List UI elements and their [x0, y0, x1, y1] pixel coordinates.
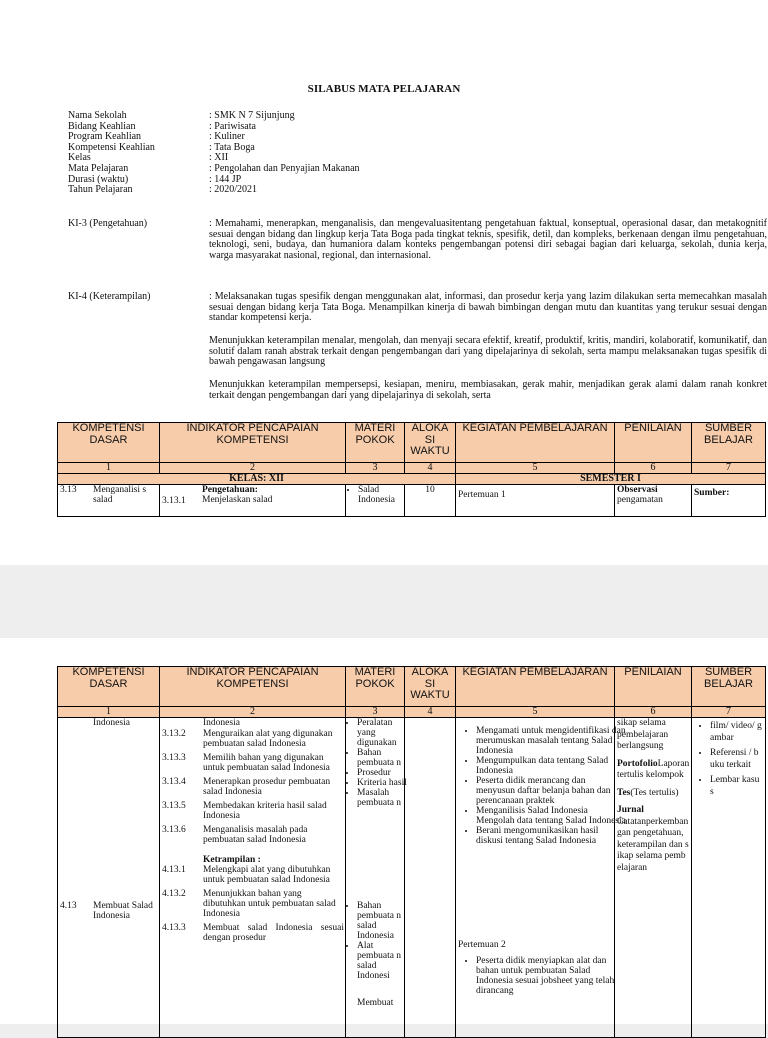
kd-text-cont: Indonesia — [93, 718, 130, 728]
ipk-item: 3.13.6 Menganalisis masalah pada pembuatan salad Indonesia — [162, 825, 308, 845]
meta-value: : Pengolahan dan Penyajian Makanan — [209, 163, 360, 174]
header-sumber-belajar: SUMBER BELAJAR — [692, 667, 766, 707]
identity-block — [68, 111, 708, 201]
sumber-item: • Lembar kasus — [710, 775, 763, 798]
sumber-item: • film/ video/ gambar — [710, 721, 763, 744]
ipk-item: 3.13.3 Memilih bahan yang digunakan untuk pembuatan salad Indonesia — [162, 753, 330, 773]
kegiatan-item: • Menganilisis Salad Indonesia Mengolah data tentang Salad Indonesia — [476, 806, 626, 826]
header-penilaian: PENILAIAN — [615, 667, 692, 707]
ipk-item: 3.13.2 Menguraikan alat yang digunakan pembuatan salad Indonesia — [162, 729, 333, 749]
header-alokasi-waktu: ALOKA SI WAKTU — [405, 423, 456, 463]
header-kegiatan: KEGIATAN PEMBELAJARAN — [456, 667, 615, 707]
col-number: 3 — [346, 463, 405, 474]
ki4-text-3: Menunjukkan keterampilan mempersepsi, kesiapan, meniru, membiasakan, gerak mahir, menjadikan gerak alami dalam ranah konkret terkait dengan pengembangan dari yang dipelajarinya di sekolah, serta — [209, 379, 767, 401]
col-number: 6 — [615, 463, 692, 474]
ipk-item: 4.13.2 Menunjukkan bahan yang dibutuhkan untuk pembuatan salad Indonesia — [162, 889, 336, 919]
page-2 — [0, 638, 768, 1024]
col-number: 6 — [615, 707, 692, 718]
header-sumber-belajar: SUMBER BELAJAR — [692, 423, 766, 463]
meta-label: Program Keahlian — [68, 131, 142, 143]
ki3-text: : Memahami, menerapkan, menganalisis, dan mengevaluasitentang pengetahuan faktual, konseptual, operasional dasar, dan metakognitif sesuai dengan bidang dan lingkup kerja Tata Boga pada tingkat teknis, spesifik, detil, dan kompleks, berkenaan dengan ilmu pengetahuan, teknologi, seni, budaya, dan humaniora dalam konteks pengembangan potensi diri sebagai bagian dari keluarga, sekolah, dunia kerja, warga masyarakat nasional, regional, dan internasional. — [209, 218, 767, 261]
kd-text: Menganalisi s salad — [93, 485, 147, 505]
syllabus-table-page1 — [57, 422, 766, 517]
meta-label: Tahun Pelajaran — [68, 184, 133, 196]
alokasi-cell — [405, 718, 456, 1038]
meta-label: Nama Sekolah — [68, 110, 127, 121]
semester-label: SEMESTER I — [456, 474, 766, 485]
materi-text-tail: Membuat — [357, 998, 394, 1008]
penilaian-text: sikap selama pembelajaran berlangsung — [617, 718, 669, 751]
ipk-item: 3.13.5 Membedakan kriteria hasil salad Indonesia — [162, 801, 327, 821]
jurnal-block: Jurnal Catatanperkembangan pengetahuan, keterampilan dan sikap selama pembelajaran — [617, 805, 689, 873]
meta-label: Mata Pelajaran — [68, 163, 129, 174]
ipk-text: Menjelaskan salad — [202, 495, 273, 505]
meta-value: : SMK N 7 Sijunjung — [209, 110, 295, 121]
materi-item: • Prosedur — [357, 768, 411, 778]
header-materi-pokok: MATERI POKOK — [346, 667, 405, 707]
col-number: 5 — [456, 463, 615, 474]
col-number: 5 — [456, 707, 615, 718]
table-row — [58, 485, 766, 517]
materi-item: • Salad Indonesia — [358, 485, 402, 505]
ki4-text-1: : Melaksanakan tugas spesifik dengan menggunakan alat, informasi, dan prosedur kerja yang lazim dilakukan serta memecahkan masalah sesuai dengan bidang kerja Tata Boga. Menampilkan kinerja di bawah bimbingan dengan mutu dan kuantitas yang terukur sesuai dengan standar kompetensi kerja. — [209, 291, 767, 324]
ipk-item: 4.13.3 Membuat salad Indonesia sesuai dengan prosedur — [162, 923, 344, 943]
alokasi-value: 10 — [405, 485, 456, 517]
meta-label: Kelas — [68, 152, 91, 164]
ki4-label: KI-4 (Keterampilan) — [68, 291, 151, 302]
meta-value: : Kuliner — [209, 131, 245, 143]
meta-label: Kompetensi Keahlian — [68, 141, 155, 153]
tes-block: Tes(Tes tertulis) — [617, 787, 679, 798]
ki4-block — [68, 291, 767, 407]
sumber-item: • Referensi / buku terkait — [710, 748, 763, 771]
col-number: 2 — [160, 707, 346, 718]
ipk-item: 3.13.4 Menerapkan prosedur pembuatan salad Indonesia — [162, 777, 331, 797]
kegiatan-item: • Mengamati untuk mengidentifikasi dan merumuskan masalah tentang Salad Indonesia — [476, 726, 626, 756]
kegiatan-item: • Peserta didik menyiapkan alat dan bahan untuk pembuatan Salad Indonesia sesuai jobsheet yang telah dirancang — [476, 956, 626, 996]
penilaian-text: pengamatan — [617, 495, 663, 505]
col-number: 4 — [405, 707, 456, 718]
materi-item: • Alat pembuata n salad Indonesi — [357, 941, 411, 981]
meta-value: : XII — [209, 152, 229, 164]
col-number: 1 — [58, 463, 160, 474]
ipk-item: 4.13.1 Melengkapi alat yang dibutuhkan untuk pembuatan salad Indonesia — [162, 865, 331, 885]
col-number: 1 — [58, 707, 160, 718]
ki4-text-2: Menunjukkan keterampilan menalar, mengolah, dan menyaji secara efektif, kreatif, produktif, kritis, mandiri, kolaboratif, komunikatif, dan solutif dalam ranah abstrak terkait dengan pengembangan dari yang dipelajarinya di sekolah, serta mampu melaksanakan tugas spesifik di bawah pengawasan langsung — [209, 335, 767, 368]
ipk-heading: Ketrampilan : — [203, 855, 261, 865]
meta-value: : Tata Boga — [209, 141, 255, 153]
ipk-heading-row — [162, 855, 344, 865]
kd-number: 4.13 — [60, 901, 77, 911]
materi-item: • Peralatan yang digunakan — [357, 718, 411, 748]
materi-item: • Bahan pembuata n — [357, 748, 411, 768]
col-number: 2 — [160, 463, 346, 474]
header-kegiatan: KEGIATAN PEMBELAJARAN — [456, 423, 615, 463]
syllabus-table-page2 — [57, 666, 766, 1038]
kegiatan-item: • Peserta didik merancang dan menyusun daftar belanja bahan dan perencanaan praktek — [476, 776, 626, 806]
ipk-heading: Pengetahuan: — [202, 485, 258, 495]
col-number: 4 — [405, 463, 456, 474]
sumber-heading: Sumber: — [692, 485, 766, 517]
header-materi-pokok: MATERI POKOK — [346, 423, 405, 463]
materi-item: • Kriteria hasil — [357, 778, 411, 788]
meta-label: Durasi (waktu) — [68, 173, 129, 185]
meta-value: : 2020/2021 — [209, 184, 258, 196]
header-kompetensi-dasar: KOMPETENSI DASAR — [58, 423, 160, 463]
kegiatan-text: Pertemuan 1 — [456, 485, 615, 517]
ipk-number: 3.13.1 — [162, 496, 186, 506]
pertemuan-label: Pertemuan 2 — [458, 940, 506, 950]
header-kompetensi-dasar: KOMPETENSI DASAR — [58, 667, 160, 707]
header-penilaian: PENILAIAN — [615, 423, 692, 463]
header-indikator: INDIKATOR PENCAPAIAN KOMPETENSI — [160, 667, 346, 707]
meta-value: : 144 JP — [209, 173, 242, 185]
kegiatan-item: • Mengumpulkan data tentang Salad Indonesia — [476, 756, 626, 776]
col-number: 7 — [692, 463, 766, 474]
page-title: SILABUS MATA PELAJARAN — [307, 83, 461, 95]
meta-value: : Pariwisata — [209, 120, 256, 132]
kegiatan-item: • Berani mengomunikasikan hasil diskusi tentang Salad Indonesia — [476, 826, 626, 846]
materi-item: • Masalah pembuata n — [357, 788, 411, 808]
col-number: 3 — [346, 707, 405, 718]
ki3-label: KI-3 (Pengetahuan) — [68, 218, 148, 229]
header-alokasi-waktu: ALOKA SI WAKTU — [405, 667, 456, 707]
header-indikator: INDIKATOR PENCAPAIAN KOMPETENSI — [160, 423, 346, 463]
kelas-label: KELAS: XII — [58, 474, 456, 485]
kd-text: Membuat Salad Indonesia — [93, 901, 153, 921]
ki3-block — [68, 218, 767, 284]
col-number: 7 — [692, 707, 766, 718]
kd-number: 3.13 — [60, 485, 77, 495]
table-row — [58, 718, 766, 1038]
meta-label: Bidang Keahlian — [68, 120, 136, 132]
ipk-text-cont: Indonesia — [203, 718, 240, 728]
portofolio-block: PortofolioLaporan tertulis kelompok — [617, 758, 690, 780]
materi-item: • Bahan pembuata n salad Indonesia — [357, 901, 411, 941]
penilaian-heading: Observasi — [617, 485, 658, 495]
